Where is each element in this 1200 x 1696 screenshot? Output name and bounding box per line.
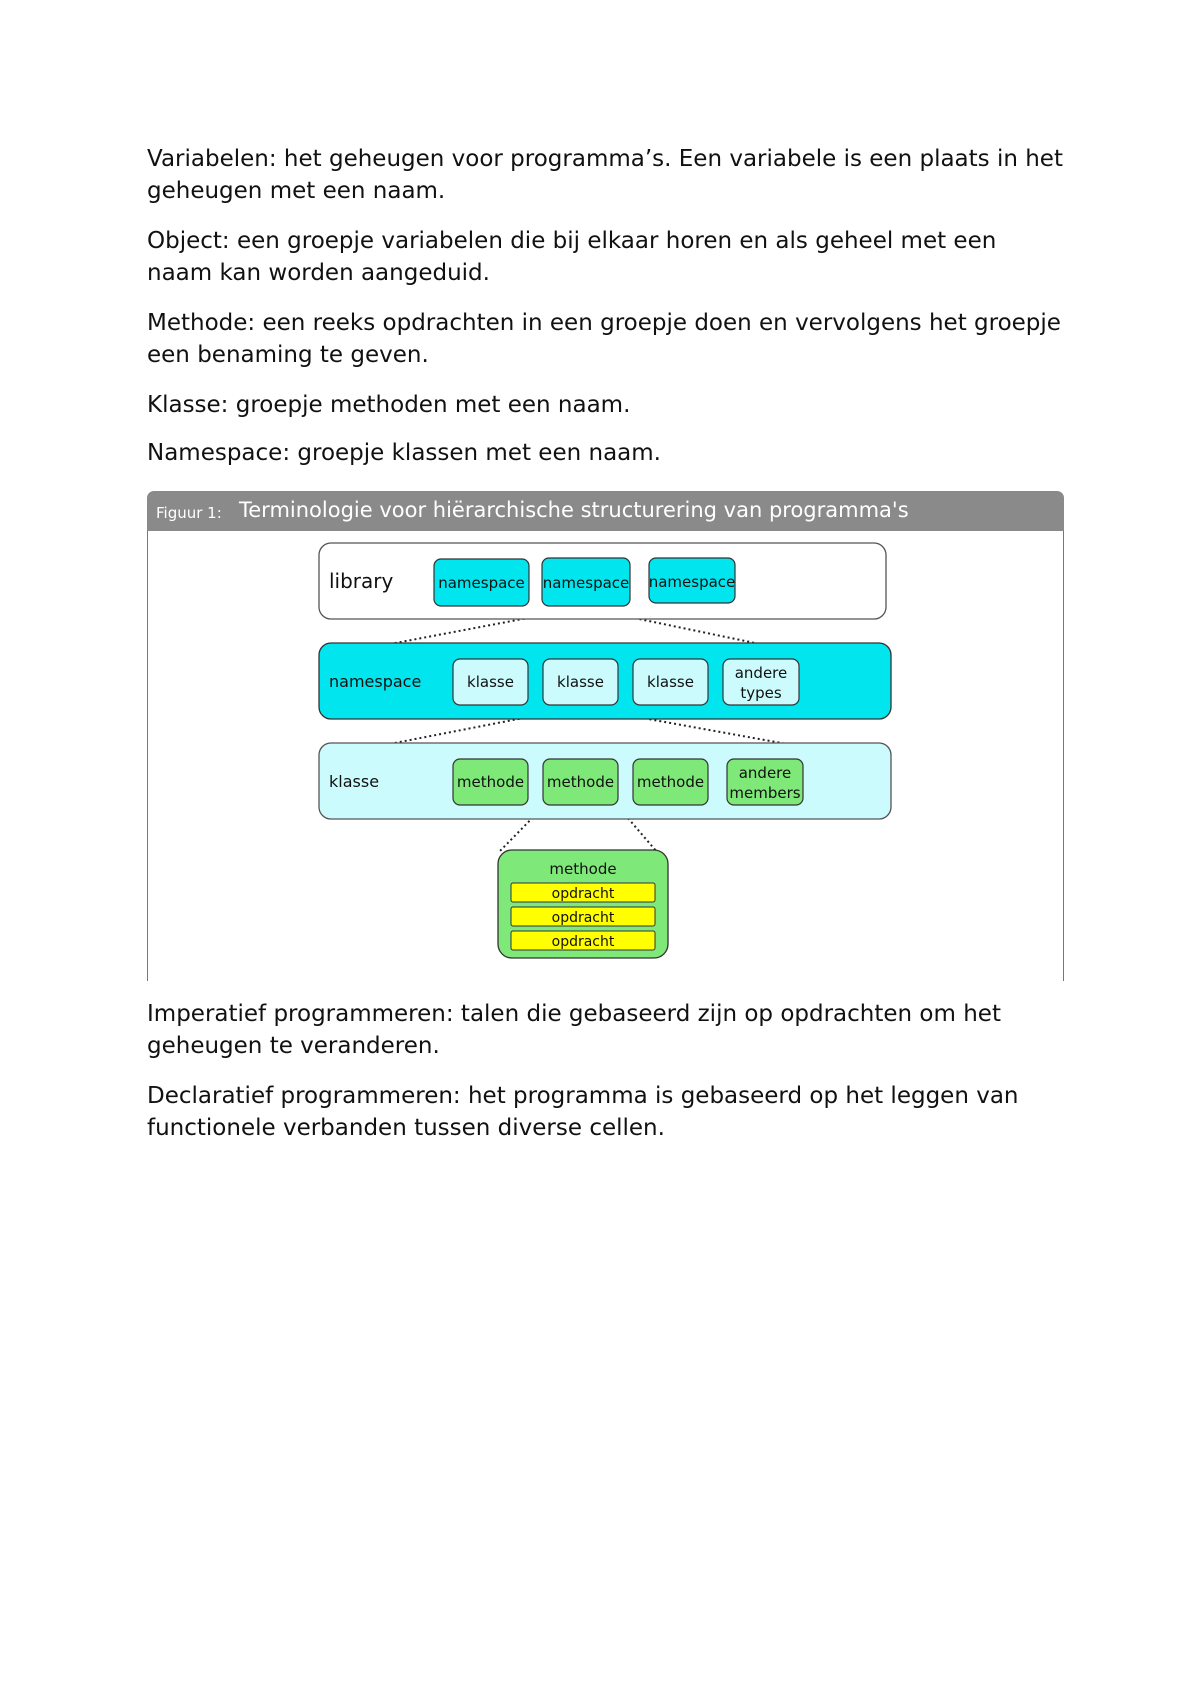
namespace-andere-types-line2: types — [740, 684, 782, 702]
library-namespace-text-1: namespace — [438, 574, 525, 592]
namespace-klasse-text-2: klasse — [557, 673, 604, 691]
klasse-andere-members-line1: andere — [738, 764, 792, 782]
hierarchy-diagram — [147, 531, 1064, 981]
figure-header — [147, 491, 1064, 531]
klasse-methode-text-3: methode — [636, 773, 705, 791]
paragraph-imperatief: Imperatief programmeren: talen die gebaseerd zijn op opdrachten om het geheugen te veranderen. — [147, 1001, 1001, 1059]
opdracht-text-2: opdracht — [551, 910, 615, 926]
methode-label: methode — [549, 860, 617, 878]
paragraph-declaratief: Declaratief programmeren: het programma is gebaseerd op het leggen van functionele verbanden tussen diverse cellen. — [147, 1083, 1019, 1141]
namespace-label: namespace — [329, 672, 422, 691]
klasse-methode-text-1: methode — [456, 773, 525, 791]
namespace-andere-types-line1: andere — [734, 664, 788, 682]
paragraph-methode: Methode: een reeks opdrachten in een groepje doen en vervolgens het groepje een benaming te geven. — [147, 310, 1061, 368]
klasse-andere-members-line2: members — [729, 784, 801, 802]
paragraph-object: Object: een groepje variabelen die bij elkaar horen en als geheel met een naam kan worden aangeduid. — [147, 228, 997, 286]
opdracht-text-1: opdracht — [551, 886, 615, 902]
opdracht-text-3: opdracht — [551, 934, 615, 950]
library-label: library — [329, 569, 394, 593]
namespace-klasse-text-3: klasse — [647, 673, 694, 691]
klasse-methode-text-2: methode — [546, 773, 615, 791]
library-namespace-text-2: namespace — [542, 574, 630, 592]
library-namespace-text-3: namespace — [648, 573, 736, 591]
figure-title: Terminologie voor hiërarchische structurering van programma's — [239, 498, 909, 522]
paragraph-klasse: Klasse: groepje methoden met een naam. — [147, 392, 631, 418]
namespace-klasse-text-1: klasse — [467, 673, 514, 691]
figure-label: Figuur 1: — [156, 504, 222, 522]
klasse-label: klasse — [329, 772, 380, 791]
paragraph-namespace: Namespace: groepje klassen met een naam. — [147, 440, 661, 466]
figure-terminologie — [147, 491, 1064, 981]
paragraph-variabelen: Variabelen: het geheugen voor programma’s. Een variabele is een plaats in het geheugen met een naam. — [147, 146, 1063, 204]
